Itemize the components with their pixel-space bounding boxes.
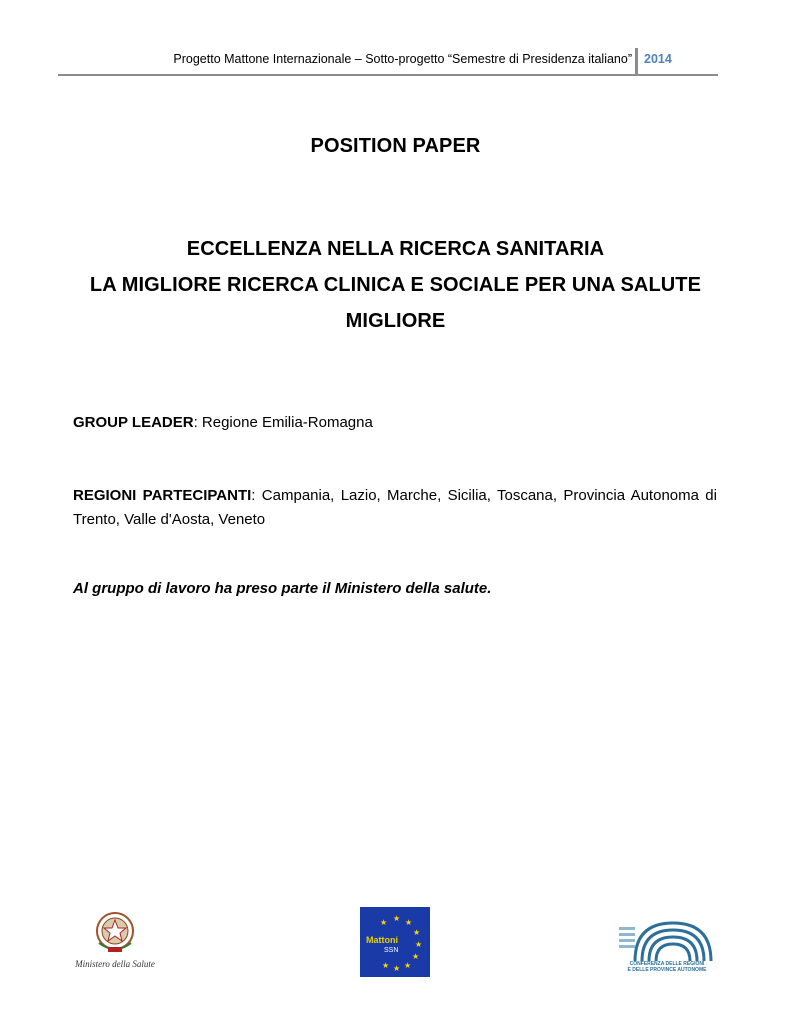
header-separator xyxy=(635,48,638,76)
conferenza-regioni-logo xyxy=(617,917,717,979)
header-year: 2014 xyxy=(644,52,672,66)
subtitle-line-3: MIGLIORE xyxy=(345,310,446,332)
conferenza-caption-line-2: E DELLE PROVINCE AUTONOME xyxy=(627,967,707,973)
subtitle-line-1: ECCELLENZA NELLA RICERCA SANITARIA xyxy=(186,238,605,260)
header-rule xyxy=(58,74,718,76)
regions-paragraph xyxy=(73,484,717,532)
ministry-note: Al gruppo di lavoro ha preso parte il Ministero della salute. xyxy=(73,580,492,597)
svg-text:★: ★ xyxy=(405,918,413,927)
regions-label: REGIONI PARTECIPANTI xyxy=(73,487,252,504)
svg-text:★: ★ xyxy=(412,952,420,961)
document-title: POSITION PAPER xyxy=(310,135,481,157)
conferenza-arches-icon xyxy=(617,917,717,961)
svg-text:★: ★ xyxy=(404,961,412,970)
document-subtitle xyxy=(0,231,791,339)
group-leader-value: : Regione Emilia-Romagna xyxy=(193,414,373,431)
svg-text:★: ★ xyxy=(382,961,390,970)
svg-text:★: ★ xyxy=(413,928,421,937)
conferenza-caption-line-1: CONFERENZA DELLE REGIONI xyxy=(629,961,705,967)
running-title: Progetto Mattone Internazionale – Sotto-progetto “Semestre di Presidenza italiano” xyxy=(173,52,632,66)
svg-text:★: ★ xyxy=(393,964,401,973)
regions-value: : Campania, Lazio, Marche, Sicilia, Toscana, Provincia Autonoma di Trento, Valle d'Aosta, Veneto xyxy=(73,487,717,528)
group-leader-label: GROUP LEADER xyxy=(73,414,194,431)
ministero-salute-logo xyxy=(75,905,155,975)
svg-text:★: ★ xyxy=(415,940,423,949)
mattoni-ssn-logo xyxy=(360,907,430,977)
page-header xyxy=(58,48,718,76)
italian-emblem-icon xyxy=(75,905,155,961)
footer-logos xyxy=(0,900,791,990)
conferenza-caption xyxy=(617,961,717,973)
svg-text:★: ★ xyxy=(393,914,401,923)
svg-text:★: ★ xyxy=(380,918,388,927)
mattoni-wordmark: Mattoni xyxy=(366,935,398,945)
subtitle-line-2: LA MIGLIORE RICERCA CLINICA E SOCIALE PER UNA SALUTE xyxy=(89,274,702,296)
ministero-caption: Ministero della Salute xyxy=(75,959,155,969)
mattoni-ssn-text: SSN xyxy=(384,947,399,954)
group-leader-paragraph xyxy=(73,411,717,435)
